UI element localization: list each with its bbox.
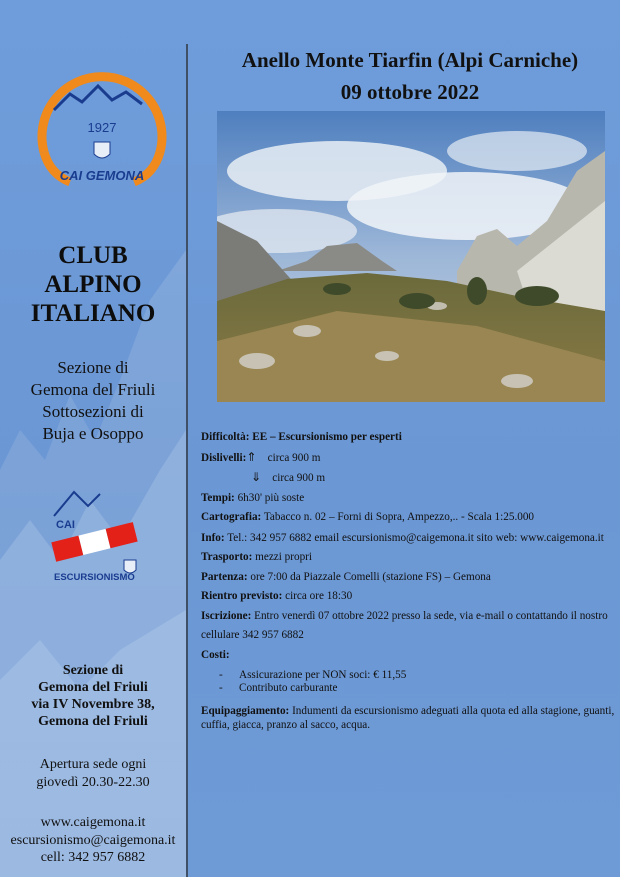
- sezione-line2: Gemona del Friuli: [30, 380, 156, 399]
- opening-hours: [0, 756, 186, 792]
- costi-label: Costi:: [201, 648, 230, 661]
- bullet-dash: -: [219, 682, 223, 695]
- cartografia-row: [201, 508, 615, 528]
- logo2-cai: CAI: [56, 519, 75, 531]
- club-line2: ALPINO: [44, 271, 142, 298]
- tempi-label: Tempi:: [201, 491, 235, 504]
- info-value: Tel.: 342 957 6882 email escursionismo@caigemona.it sito web: www.caigemona.it: [227, 531, 604, 544]
- trasporto-row: [201, 548, 615, 568]
- equip-value: Indumenti da escursionismo adeguati alla quota ed alla stagione, guanti, cuffia, giacca, pranzo al sacco, acqua.: [201, 704, 615, 731]
- header: [200, 44, 620, 108]
- rientro-row: [201, 587, 615, 607]
- iscrizione-value: Entro venerdì 07 ottobre 2022 presso la sede, via e-mail o contattando il nostro cellulare 342 957 6882: [201, 609, 608, 642]
- info-row: [201, 528, 615, 548]
- sezione-line1: Sezione di: [57, 358, 129, 377]
- club-line1: CLUB: [58, 242, 128, 269]
- sezione-block: [0, 357, 186, 445]
- sezione-line4: Buja e Osoppo: [42, 424, 144, 443]
- trip-details: [201, 428, 615, 732]
- contacts-block: [0, 814, 186, 867]
- event-date: 09 ottobre 2022: [340, 80, 480, 104]
- dislivelli-up-row: [201, 448, 615, 469]
- bullet-dash: -: [219, 668, 223, 681]
- info-label: Info:: [201, 531, 225, 544]
- difficolta-label: Difficoltà: EE – Escursionismo per esperti: [201, 431, 402, 443]
- trasporto-value: mezzi propri: [255, 550, 313, 563]
- apertura-line1: Apertura sede ogni: [39, 757, 147, 772]
- equip-label: Equipaggiamento:: [201, 704, 290, 717]
- tempi-value: 6h30' più soste: [237, 491, 305, 504]
- costi-item: [201, 669, 615, 683]
- addr-line1: Sezione di: [62, 663, 124, 678]
- dislivello-up: circa 900 m: [267, 451, 321, 464]
- club-line3: ITALIANO: [30, 300, 156, 327]
- down-arrow-icon: ⇓: [251, 470, 262, 485]
- costi-item-text: Assicurazione per NON soci: € 11,55: [239, 668, 407, 681]
- rientro-label: Rientro previsto:: [201, 590, 283, 603]
- partenza-row: [201, 568, 615, 588]
- partenza-value: ore 7:00 da Piazzale Comelli (stazione FS) – Gemona: [250, 570, 491, 583]
- dislivello-down: circa 900 m: [272, 472, 326, 485]
- iscrizione-label: Iscrizione:: [201, 609, 252, 622]
- logo-year: 1927: [87, 120, 117, 135]
- mountain-photo: [217, 111, 605, 402]
- sidebar: [0, 0, 186, 877]
- club-name: [0, 241, 186, 328]
- trasporto-label: Trasporto:: [201, 550, 253, 563]
- cartografia-value: Tabacco n. 02 – Forni di Sopra, Ampezzo,.. - Scala 1:25.000: [263, 511, 535, 524]
- cai-escursionismo-logo: [48, 486, 140, 584]
- website-link[interactable]: www.caigemona.it: [40, 815, 146, 830]
- addr-line2: Gemona del Friuli: [38, 680, 148, 695]
- cartografia-label: Cartografia:: [201, 511, 262, 524]
- logo-name: CAI GEMONA: [59, 168, 145, 183]
- apertura-line2: giovedì 20.30-22.30: [36, 775, 150, 790]
- dislivelli-down-row: [201, 468, 615, 489]
- tempi-row: [201, 489, 615, 509]
- sezione-line3: Sottosezioni di: [42, 402, 144, 421]
- addr-line3: via IV Novembre 38,: [31, 697, 155, 712]
- vertical-divider: [186, 44, 188, 877]
- costi-item-text: Contributo carburante: [239, 682, 338, 695]
- email-link[interactable]: escursionismo@caigemona.it: [10, 832, 176, 848]
- up-arrow-icon: ⇑: [246, 449, 257, 464]
- partenza-label: Partenza:: [201, 570, 248, 583]
- address-block: [0, 662, 186, 730]
- addr-line4: Gemona del Friuli: [38, 714, 148, 729]
- cell-number: cell: 342 957 6882: [40, 850, 146, 865]
- dislivelli-label: Dislivelli:: [201, 451, 247, 464]
- difficolta-row: [201, 428, 615, 448]
- rientro-value: circa ore 18:30: [285, 590, 353, 603]
- page-title: Anello Monte Tiarfin (Alpi Carniche): [241, 48, 579, 72]
- cai-gemona-logo: [30, 62, 174, 190]
- logo2-text: ESCURSIONISMO: [54, 572, 135, 583]
- costi-item: [201, 682, 615, 696]
- costi-row: [201, 646, 615, 666]
- equipaggiamento-row: [201, 704, 615, 732]
- iscrizione-row: [201, 607, 615, 646]
